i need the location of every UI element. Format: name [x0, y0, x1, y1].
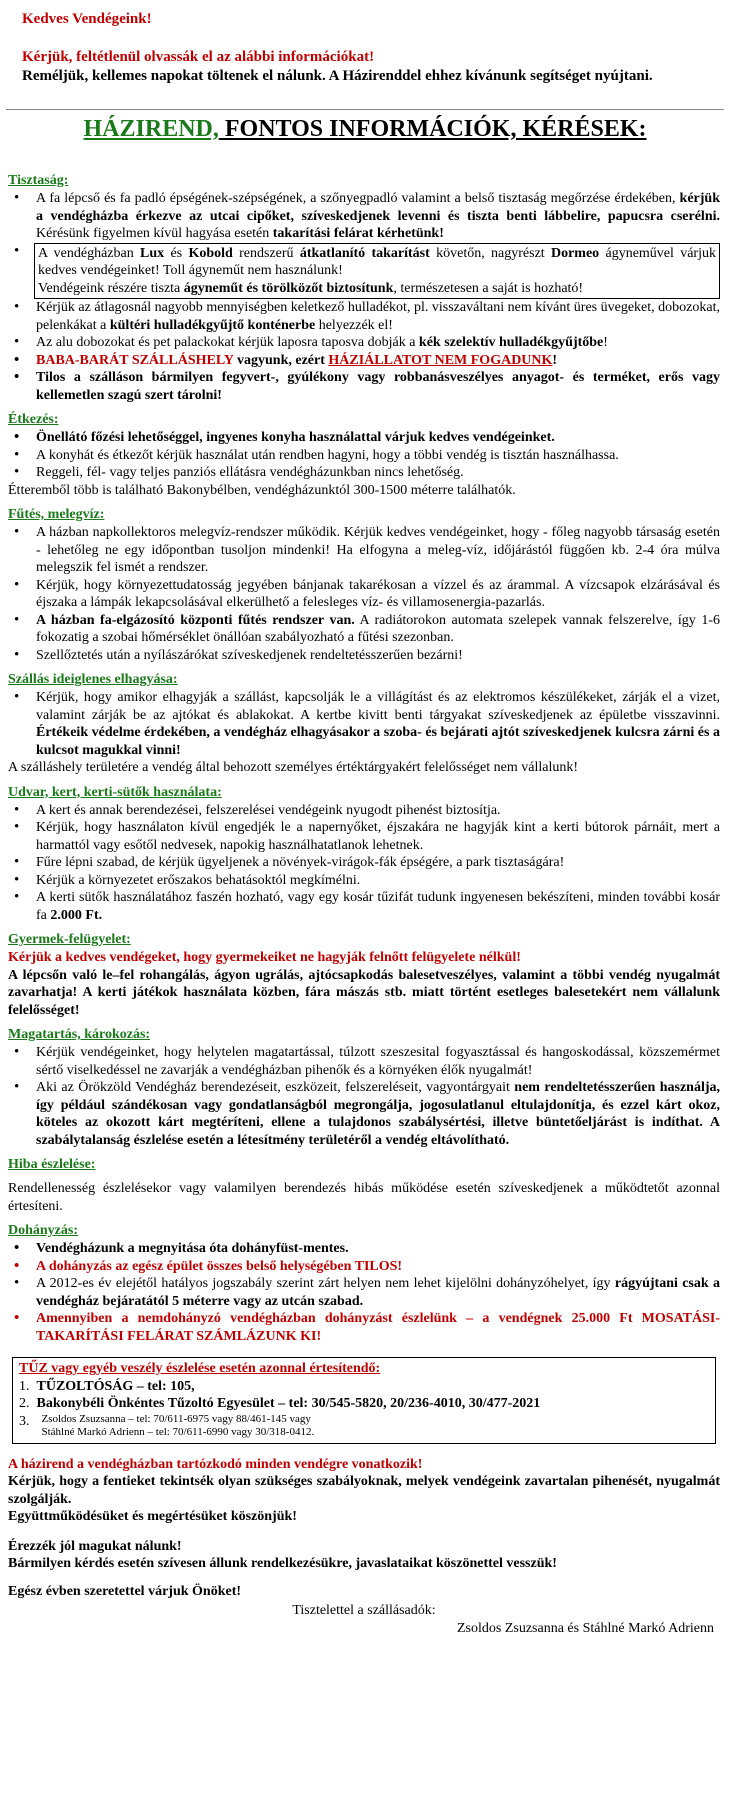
- divider: [6, 109, 724, 110]
- paragraph: Étteremből több is található Bakonybélben, vendégházunktól 300-1500 méterre találhatók.: [8, 482, 516, 498]
- closing-line: A házirend a vendégházban tartózkodó minden vendégre vonatkozik!: [8, 1456, 423, 1472]
- list-item: • A kerti sütők használatához faszén hozható, vagy egy kosár tűzifát tudunk ingyenesen bekészíteni, minden további kosár fa 2.000 Ft.: [8, 889, 720, 924]
- list-item: • Aki az Örökzöld Vendégház berendezéseit, eszközeit, felszereléseit, vagyontárgyait nem rendeltetésszerűen használja, így például szándékosan vagy gondatlanságból megrongálja, jogosulatlanul eltulajdonítja, és ezzel kárt okoz, köteles az okozott kárt megtéríteni, ellene a tulajdonos szabálysértési, illetve büntetőeljárást is indíthat. A szabálytalanság észlelése esetén a létesítmény területéről a vendég eltávolítható.: [8, 1079, 720, 1149]
- section-heading: Tisztaság:: [8, 173, 69, 188]
- list-item: • Tilos a szálláson bármilyen fegyvert-, gyúlékony vagy robbanásveszélyes anyagot- és terméket, erős vagy kellemetlen szagú szert tárolni!: [8, 369, 720, 404]
- section-leaving: [8, 671, 720, 777]
- list-item: • BABA-BARÁT SZÁLLÁSHELY vagyunk, ezért HÁZIÁLLATOT NEM FOGADUNK!: [8, 352, 720, 370]
- title-part-1: HÁZIREND,: [83, 116, 219, 142]
- closing-line: Bármilyen kérdés esetén szívesen állunk rendelkezésükre, javaslataikat köszönettel vesszük!: [8, 1556, 557, 1571]
- title-part-2: FONTOS INFORMÁCIÓK, KÉRÉSEK:: [218, 116, 647, 142]
- list-item: • Szellőztetés után a nyílászárókat szíveskedjenek rendeltetésszerűen bezárni!: [8, 647, 720, 665]
- list-item: • Kérjük, hogy környezettudatosság jegyében bánjanak takarékosan a vízzel és az árammal. A vízcsapok elzárásával és éjszaka a lámpák lekapcsolásával elkerülhető a felesleges víz- és villamosenergia-pazarlás.: [8, 577, 720, 612]
- list-item: • Kérjük, hogy használaton kívül engedjék le a napernyőket, éjszakára ne hagyják kint a kerti bútorok párnáit, mert a harmattól vagy esőtől nedvesek, napokig használhatatlanok lehetnek.: [8, 819, 720, 854]
- list-item: [8, 243, 720, 300]
- contact-row: 2. Bakonybéli Önkéntes Tűzoltó Egyesület – tel: 30/545-5820, 20/236-4010, 30/477-2021: [19, 1396, 541, 1411]
- section-emergency: [8, 1357, 720, 1444]
- list-item: • Kérjük, hogy amikor elhagyják a szállást, kapcsolják le a villágítást és az elektromos készülékeket, zárják el a vizet, valamint zárják be az ajtókat és ablakokat. A kertbe kivitt benti tárgyakat szíveskedjenek az épületbe visszavinni. Értékeik védelme érdekében, a vendégház elhagyásakor a szoba- és bejárati ajtót szíveskedjenek kulcsra zárni és a kulcsot magukkal vinni!: [8, 689, 720, 759]
- bedding-info-box: • A vendégházban Lux és Kobold rendszerű átkatlanító takarítást követőn, nagyrészt Dormeo ágyneművel várjuk kedves vendégeinket! Toll ágyneműt nem használunk! Vendégeink részére tiszta ágyneműt és törölközőt biztosítunk, természetesen a saját is hozható!: [34, 243, 720, 300]
- closing-line: Egész évben szeretettel várjuk Önöket!: [8, 1583, 242, 1599]
- section-heading: Gyermek-felügyelet:: [8, 932, 131, 947]
- closing-block: [8, 1456, 720, 1601]
- intro-line-1: Kérjük, feltétlenül olvassák el az alábbi információkat!: [22, 49, 375, 65]
- list-item: • Amennyiben a nemdohányzó vendégházban dohányzást észlelünk – a vendégnek 25.000 Ft MOSATÁSI-TAKARÍTÁSI FELÁRAT SZÁMLÁZUNK KI!: [8, 1310, 720, 1345]
- list-item: • Reggeli, fél- vagy teljes panziós ellátásra vendégházunkban nincs lehetőség.: [8, 464, 720, 482]
- section-smoking: [8, 1222, 720, 1345]
- list-item: • A 2012-es év elejétől hatályos jogszabály szerint zárt helyen nem lehet kijelölni dohányzóhelyet, így rágyújtani csak a vendégház bejáratától 5 méterre vagy az utcán szabad.: [8, 1275, 720, 1310]
- list-item: • Fűre lépni szabad, de kérjük ügyeljenek a növények-virágok-fák épségére, a park tisztaságára!: [8, 854, 720, 872]
- signature-greeting: Tisztelettel a szállásadók:: [292, 1603, 436, 1618]
- closing-line: Együttműködésüket és megértésüket köszönjük!: [8, 1509, 297, 1524]
- section-heading: Magatartás, károkozás:: [8, 1027, 151, 1042]
- section-heading: Dohányzás:: [8, 1223, 79, 1238]
- list-item: • A házban fa-elgázosító központi fűtés rendszer van. A radiátorokon automata szelepek vannak felszerelve, így 1-6 fokozatig a szobai hőmérséklet önállóan szabályozható a fűtési szezonban.: [8, 612, 720, 647]
- section-garden: [8, 784, 720, 925]
- rules-content: [8, 172, 720, 1637]
- intro-block: [22, 10, 722, 86]
- paragraph: A lépcsőn való le–fel rohangálás, ágyon ugrálás, ajtócsapkodás balesetveszélyes, valamint a többi vendég nyugalmát zavarhatja! A kerti játékok használata közben, fára mászás stb. miatt történt esetleges balesetekért nem vállalunk felelősséget!: [8, 967, 720, 1018]
- section-heading: Udvar, kert, kerti-sütők használata:: [8, 784, 222, 800]
- section-heading: Étkezés:: [8, 412, 59, 427]
- section-heading: Fűtés, melegvíz:: [8, 507, 105, 522]
- closing-line: Érezzék jól magukat nálunk!: [8, 1538, 182, 1554]
- emergency-contacts-box: [12, 1357, 716, 1444]
- section-heading: Szállás ideiglenes elhagyása:: [8, 672, 178, 687]
- section-heading: Hiba észlelése:: [8, 1157, 96, 1172]
- page-title: [0, 114, 730, 144]
- list-item: • A házban napkollektoros melegvíz-rendszer működik. Kérjük kedves vendégeinket, hogy - főleg nagyobb társaság esetén - lehetőleg ne egy időpontban tusoljon mindenki! Ha elfogyna a meleg-víz, időjárástól függően kb. 2-4 óra múlva melegszik fel ismét a rendszer.: [8, 524, 720, 577]
- section-faults: [8, 1156, 720, 1215]
- list-item: • A fa lépcső és fa padló épségének-szépségének, a szőnyegpadló valamint a belső tisztaság megőrzése érdekében, kérjük a vendégházba érkezve az utcai cipőket, szíveskedjenek levenni és tiszta benti lábbelire, papucsra cserélni. Kérésünk figyelmen kívül hagyása esetén takarítási felárat kérhetünk!: [8, 190, 720, 243]
- section-cleanliness: [8, 172, 720, 404]
- list-item: • Vendégházunk a megnyitása óta dohányfüst-mentes.: [8, 1240, 720, 1258]
- contact-row: 3. Zsoldos Zsuzsanna – tel: 70/611-6975 vagy 88/461-145 vagy Stáhlné Markó Adrienn – tel: 70/611-6990 vagy 30/318-0412.: [19, 1412, 315, 1438]
- paragraph: Rendellenesség észlelésekor vagy valamilyen berendezés hibás működése esetén szíveskedjenek a működtetőt azonnal értesíteni.: [8, 1181, 720, 1214]
- paragraph: Kérjük a kedves vendégeket, hogy gyermekeiket ne hagyják felnőtt felügyelete nélkül!: [8, 950, 521, 965]
- list-item: • Kérjük a környezetet erőszakos behatásoktól megkímélni.: [8, 872, 720, 890]
- intro-line-2: Reméljük, kellemes napokat töltenek el nálunk. A Házirenddel ehhez kívánunk segítséget nyújtani.: [22, 68, 653, 84]
- section-meals: [8, 411, 720, 499]
- signature-names: Zsoldos Zsuzsanna és Stáhlné Markó Adrienn: [456, 1620, 714, 1636]
- greeting: Kedves Vendégeink!: [22, 11, 152, 27]
- paragraph: A szálláshely területére a vendég által behozott személyes értéktárgyakért felelősséget nem vállalunk!: [8, 760, 579, 775]
- section-heating: [8, 506, 720, 664]
- section-conduct: [8, 1026, 720, 1149]
- closing-line: Kérjük, hogy a fentieket tekintsék olyan szükséges szabályoknak, melyek vendégeink zavartalan pihenését, nyugalmát szolgálják.: [8, 1474, 720, 1507]
- list-item: • A dohányzás az egész épület összes belső helységében TILOS!: [8, 1258, 720, 1276]
- contact-row: 1. TŰZOLTÓSÁG – tel: 105,: [19, 1378, 195, 1394]
- list-item: • Az alu dobozokat és pet palackokat kérjük laposra taposva dobják a kék szelektív hulladékgyűjtőbe!: [8, 334, 720, 352]
- list-item: • A kert és annak berendezései, felszerelései vendégeink nyugodt pihenést biztosítja.: [8, 802, 720, 820]
- section-child-supervision: [8, 931, 720, 1019]
- list-item: • A konyhát és étkezőt kérjük használat után rendben hagyni, hogy a többi vendég is tisztán használhassa.: [8, 447, 720, 465]
- list-item: • Önellátó főzési lehetőséggel, ingyenes konyha használattal várjuk kedves vendégeinket.: [8, 429, 720, 447]
- list-item: • Kérjük vendégeinket, hogy helytelen magatartással, túlzott szeszesital fogyasztással és hangoskodással, közszemérmet sértő viselkedéssel ne zavarják a vendégházban pihenők és a környéken élők nyugalmát!: [8, 1044, 720, 1079]
- list-item: • Kérjük az átlagosnál nagyobb mennyiségben keletkező hulladékot, pl. visszaváltani nem kívánt üres üvegeket, dobozokat, pelenkákat a kültéri hulladékgyűjtő konténerbe helyezzék el!: [8, 299, 720, 334]
- emergency-heading: TŰZ vagy egyéb veszély észlelése esetén azonnal értesítendő:: [19, 1361, 381, 1376]
